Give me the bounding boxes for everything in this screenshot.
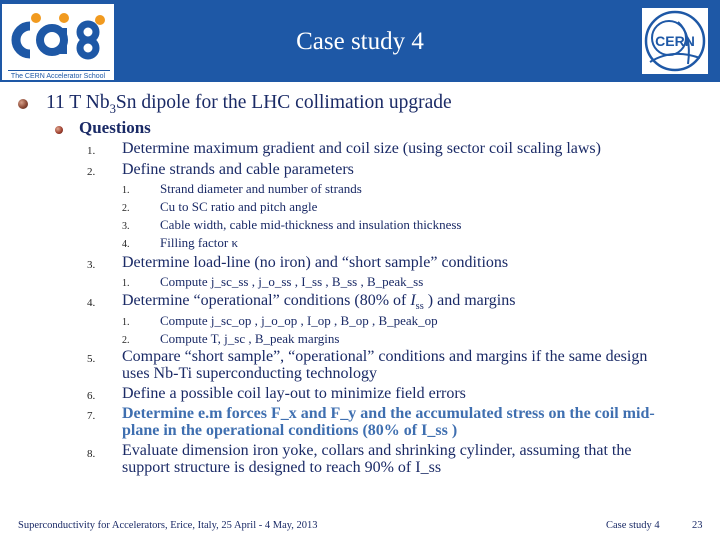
slide-heading: 11 T $Nb_3Sn$ dipole for the LHC collimation upgrade	[46, 92, 452, 116]
item-number: 5.	[87, 353, 96, 365]
slide-title: Case study 4	[296, 28, 424, 55]
item-text: Define a possible coil lay-out to minimize field errors	[122, 385, 466, 402]
item-text: Determine maximum gradient and coil size (using sector coil scaling laws)	[122, 140, 601, 157]
subitem-text: Filling factor κ	[160, 235, 239, 250]
item-text: Determine load-line (no iron) and “short sample” conditions	[122, 254, 509, 271]
subitem-number: 2.	[122, 203, 130, 214]
item-text-line2: uses Nb-Ti superconducting technology	[122, 365, 377, 382]
subitem-text: Cu to SC ratio and pitch angle	[160, 199, 318, 214]
item-number: 8.	[87, 448, 96, 460]
item-text-line2: plane in the operational conditions (80% of I_ss )	[122, 422, 458, 439]
subitem-text: Strand diameter and number of strands	[160, 181, 362, 196]
item-text-line1: Determine e.m forces F_x and F_y and the accumulated stress on the coil mid-	[122, 405, 655, 422]
subitem-number: 4.	[122, 239, 130, 250]
cern-logo	[642, 8, 708, 74]
item-number: 6.	[87, 390, 96, 402]
item-number: 7.	[87, 410, 96, 422]
item-text-line1: Compare “short sample”, “operational” conditions and margins if the same design	[122, 348, 648, 365]
subitem-number: 3.	[122, 221, 130, 232]
subitem-text: Cable width, cable mid-thickness and insulation thickness	[160, 217, 462, 232]
cern-logo-text: CERN	[655, 33, 695, 49]
subitem-text: Compute j_sc_op , j_o_op , I_op , B_op , B_peak_op	[160, 313, 438, 328]
subitem-number: 1.	[122, 278, 130, 289]
item-text-line1: Evaluate dimension iron yoke, collars and shrinking cylinder, assuming that the	[122, 442, 632, 459]
item-number: 1.	[87, 145, 96, 157]
page-number: 23	[692, 520, 703, 531]
item-number: 4.	[87, 297, 96, 309]
item-number: 2.	[87, 166, 96, 178]
footer-case-study: Case study 4	[606, 520, 660, 531]
cas-logo-caption: The CERN Accelerator School	[10, 73, 106, 80]
item-text: Define strands and cable parameters	[122, 161, 354, 178]
questions-heading: Questions	[79, 118, 151, 137]
subitem-text: Compute T, j_sc , B_peak margins	[160, 331, 340, 346]
item-text-line2: support structure is designed to reach 90% of I_ss	[122, 459, 442, 476]
subitem-text: Compute j_sc_ss , j_o_ss , I_ss , B_ss , B_peak_ss	[160, 274, 424, 289]
item-text: Determine “operational” conditions (80% of $I_{ss}$ ) and margins	[122, 292, 516, 313]
sub-bullet-icon	[55, 126, 63, 134]
subitem-number: 2.	[122, 335, 130, 346]
header-bar	[0, 0, 720, 82]
subitem-number: 1.	[122, 317, 130, 328]
item-number: 3.	[87, 259, 96, 271]
footer-event: Superconductivity for Accelerators, Erice, Italy, 25 April - 4 May, 2013	[18, 520, 318, 531]
main-bullet-icon	[18, 99, 28, 109]
subitem-number: 1.	[122, 185, 130, 196]
